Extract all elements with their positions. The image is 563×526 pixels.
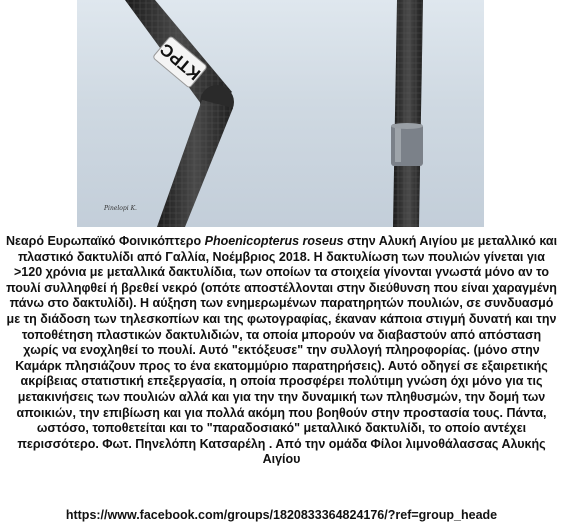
species-name: Phoenicopterus roseus xyxy=(204,234,344,248)
photo-caption xyxy=(4,234,559,468)
flamingo-photo xyxy=(77,0,484,227)
caption-text-start: Νεαρό Ευρωπαϊκό Φοινικόπτερο xyxy=(5,234,205,248)
flamingo-legs-illustration xyxy=(77,0,484,227)
photographer-signature: Pinelopi K. xyxy=(104,205,137,212)
metal-ring xyxy=(391,123,423,166)
ring-code-text: KTPC xyxy=(156,39,205,84)
facebook-group-link[interactable]: https://www.facebook.com/groups/1820833364824176/?ref=group_heade xyxy=(65,508,498,522)
caption-text-body: στην Αλυκή Αιγίου με μεταλλικό και πλαστικό δακτυλίδι από Γαλλία, Νοέμβριος 2018. Η δακτυλίωση των πουλιών γίνεται για >120 χρόνια με μεταλλικά δακτυλίδια, των οποίων τα στοιχεία γίνονται γνωστά μόνο αν το πουλί συλληφθεί ή βρεθεί νεκρό (οπότε αποστέλλονται στην διεύθυνση που είναι χαραγμένη πάνω στο δακτυλίδι). Η αύξηση των ενημερωμένων παρατηρητών πουλιών, σε συνδυασμό με τη διάδοση των τηλεσκοπίων και της φωτογραφίας, έκαναν κάποια στιγμή δυνατή και την τοποθέτηση πλαστικών δακτυλιδιών, τα οποία μπορούν να διαβαστούν από απόσταση χωρίς να ενοχληθεί το πουλί. Αυτό "εκτόξευσε" την συλλογή πληροφορίας. (μόνο στην Καμάρκ πλησιάζουν προς το ένα εκατομμύριο παρατηρήσεις). Αυτό οδηγεί σε εξαιρετικής ακρίβειας στατιστική επεξεργασία, η οποία προσφέρει πολύτιμη γνώση όχι μόνο για τις μετακινήσεις των πουλιών αλλά και για την την δυναμική των πληθυσμών, την δομή των αποικιών, την επιβίωση και για πολλά ακόμη που βοηθούν στην προστασία τους. Πάντα, ωστόσο, τοποθετείται και το "παραδοσιακό" μεταλλικό δακτυλίδι, το οποίο αντέχει περισσότερο. Φωτ. Πηνελόπη Κατσαρέλη . Από την ομάδα Φίλοι λιμνοθάλασσας Αλυκής Αιγίου xyxy=(6,234,558,467)
